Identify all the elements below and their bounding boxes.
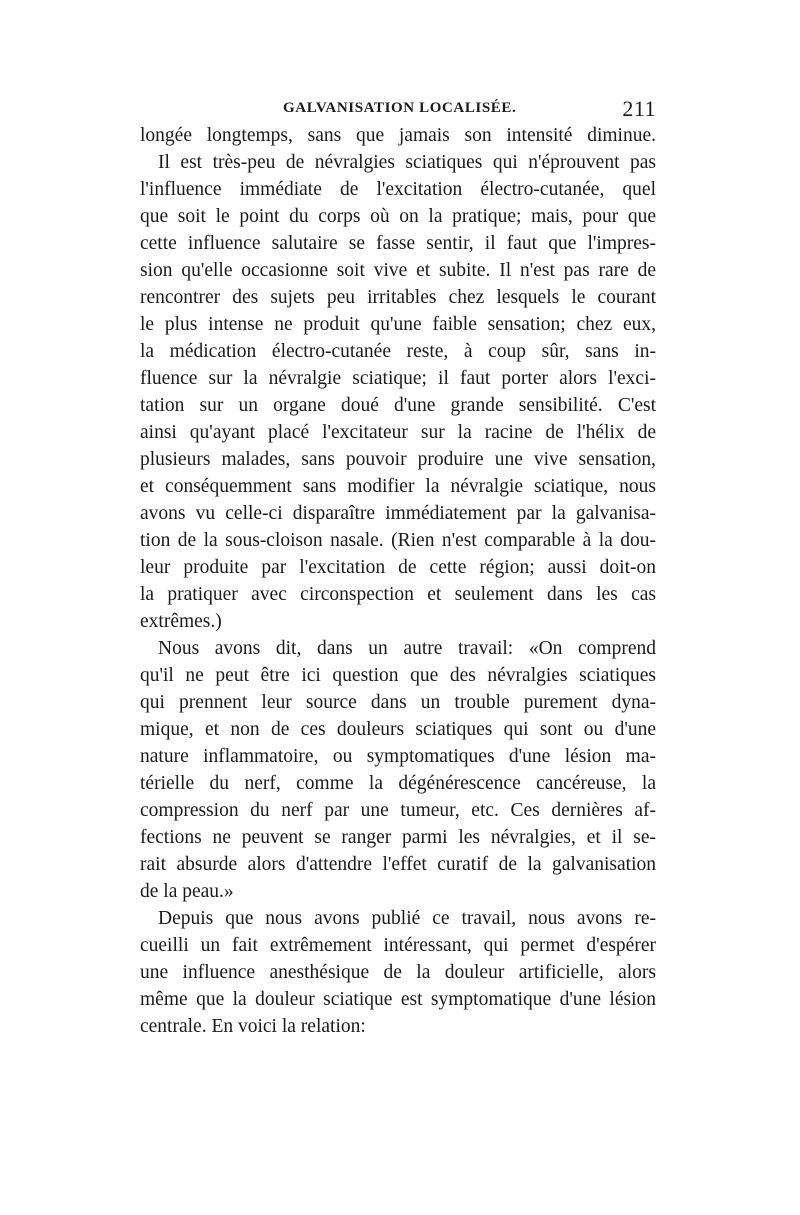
text-line: la médication électro-cutanée reste, à coup sûr, sans in- <box>140 341 656 362</box>
text-line: extrêmes.) <box>140 611 222 632</box>
running-title: GALVANISATION LOCALISÉE. <box>283 100 517 116</box>
text-line: leur produite par l'excitation de cette région; aussi doit-on <box>140 557 656 578</box>
text-line: Depuis que nous avons publié ce travail, nous avons re- <box>158 908 656 929</box>
text-line: ainsi qu'ayant placé l'excitateur sur la racine de l'hélix de <box>140 422 656 443</box>
text-line: de la peau.» <box>140 881 234 902</box>
text-line: tion de la sous-cloison nasale. (Rien n'est comparable à la dou- <box>140 530 656 551</box>
text-line: sion qu'elle occasionne soit vive et subite. Il n'est pas rare de <box>140 260 656 281</box>
text-line: compression du nerf par une tumeur, etc. Ces dernières af- <box>140 800 656 821</box>
text-line: une influence anesthésique de la douleur artificielle, alors <box>140 962 656 983</box>
text-line: rait absurde alors d'attendre l'effet curatif de la galvanisation <box>140 854 656 875</box>
text-line: térielle du nerf, comme la dégénérescence cancéreuse, la <box>140 773 656 794</box>
text-line: cette influence salutaire se fasse sentir, il faut que l'impres- <box>140 233 656 254</box>
text-line: qui prennent leur source dans un trouble purement dyna- <box>140 692 656 713</box>
text-line: tation sur un organe doué d'une grande sensibilité. C'est <box>140 395 656 416</box>
text-line: qu'il ne peut être ici question que des névralgies sciatiques <box>140 665 656 686</box>
text-line: longée longtemps, sans que jamais son intensité diminue. <box>140 125 656 146</box>
text-line: et conséquemment sans modifier la névralgie sciatique, nous <box>140 476 656 497</box>
text-line: le plus intense ne produit qu'une faible sensation; chez eux, <box>140 314 656 335</box>
text-line: la pratiquer avec circonspection et seulement dans les cas <box>140 584 656 605</box>
text-line: nature inflammatoire, ou symptomatiques d'une lésion ma- <box>140 746 656 767</box>
text-line: plusieurs malades, sans pouvoir produire une vive sensation, <box>140 449 656 470</box>
running-head <box>140 96 656 122</box>
text-line: Il est très-peu de névralgies sciatiques qui n'éprouvent pas <box>158 152 656 173</box>
text-line: mique, et non de ces douleurs sciatiques qui sont ou d'une <box>140 719 656 740</box>
text-line: fections ne peuvent se ranger parmi les névralgies, et il se- <box>140 827 656 848</box>
text-line: Nous avons dit, dans un autre travail: «On comprend <box>158 638 656 659</box>
page-number: 211 <box>622 96 656 121</box>
text-line: même que la douleur sciatique est symptomatique d'une lésion <box>140 989 656 1010</box>
text-line: rencontrer des sujets peu irritables chez lesquels le courant <box>140 287 656 308</box>
text-line: cueilli un fait extrêmement intéressant, qui permet d'espérer <box>140 935 656 956</box>
text-line: l'influence immédiate de l'excitation électro-cutanée, quel <box>140 179 656 200</box>
text-line: centrale. En voici la relation: <box>140 1016 366 1037</box>
body-text <box>140 122 656 1040</box>
text-line: que soit le point du corps où on la pratique; mais, pour que <box>140 206 656 227</box>
text-line: fluence sur la névralgie sciatique; il faut porter alors l'exci- <box>140 368 656 389</box>
text-line: avons vu celle-ci disparaître immédiatement par la galvanisa- <box>140 503 656 524</box>
